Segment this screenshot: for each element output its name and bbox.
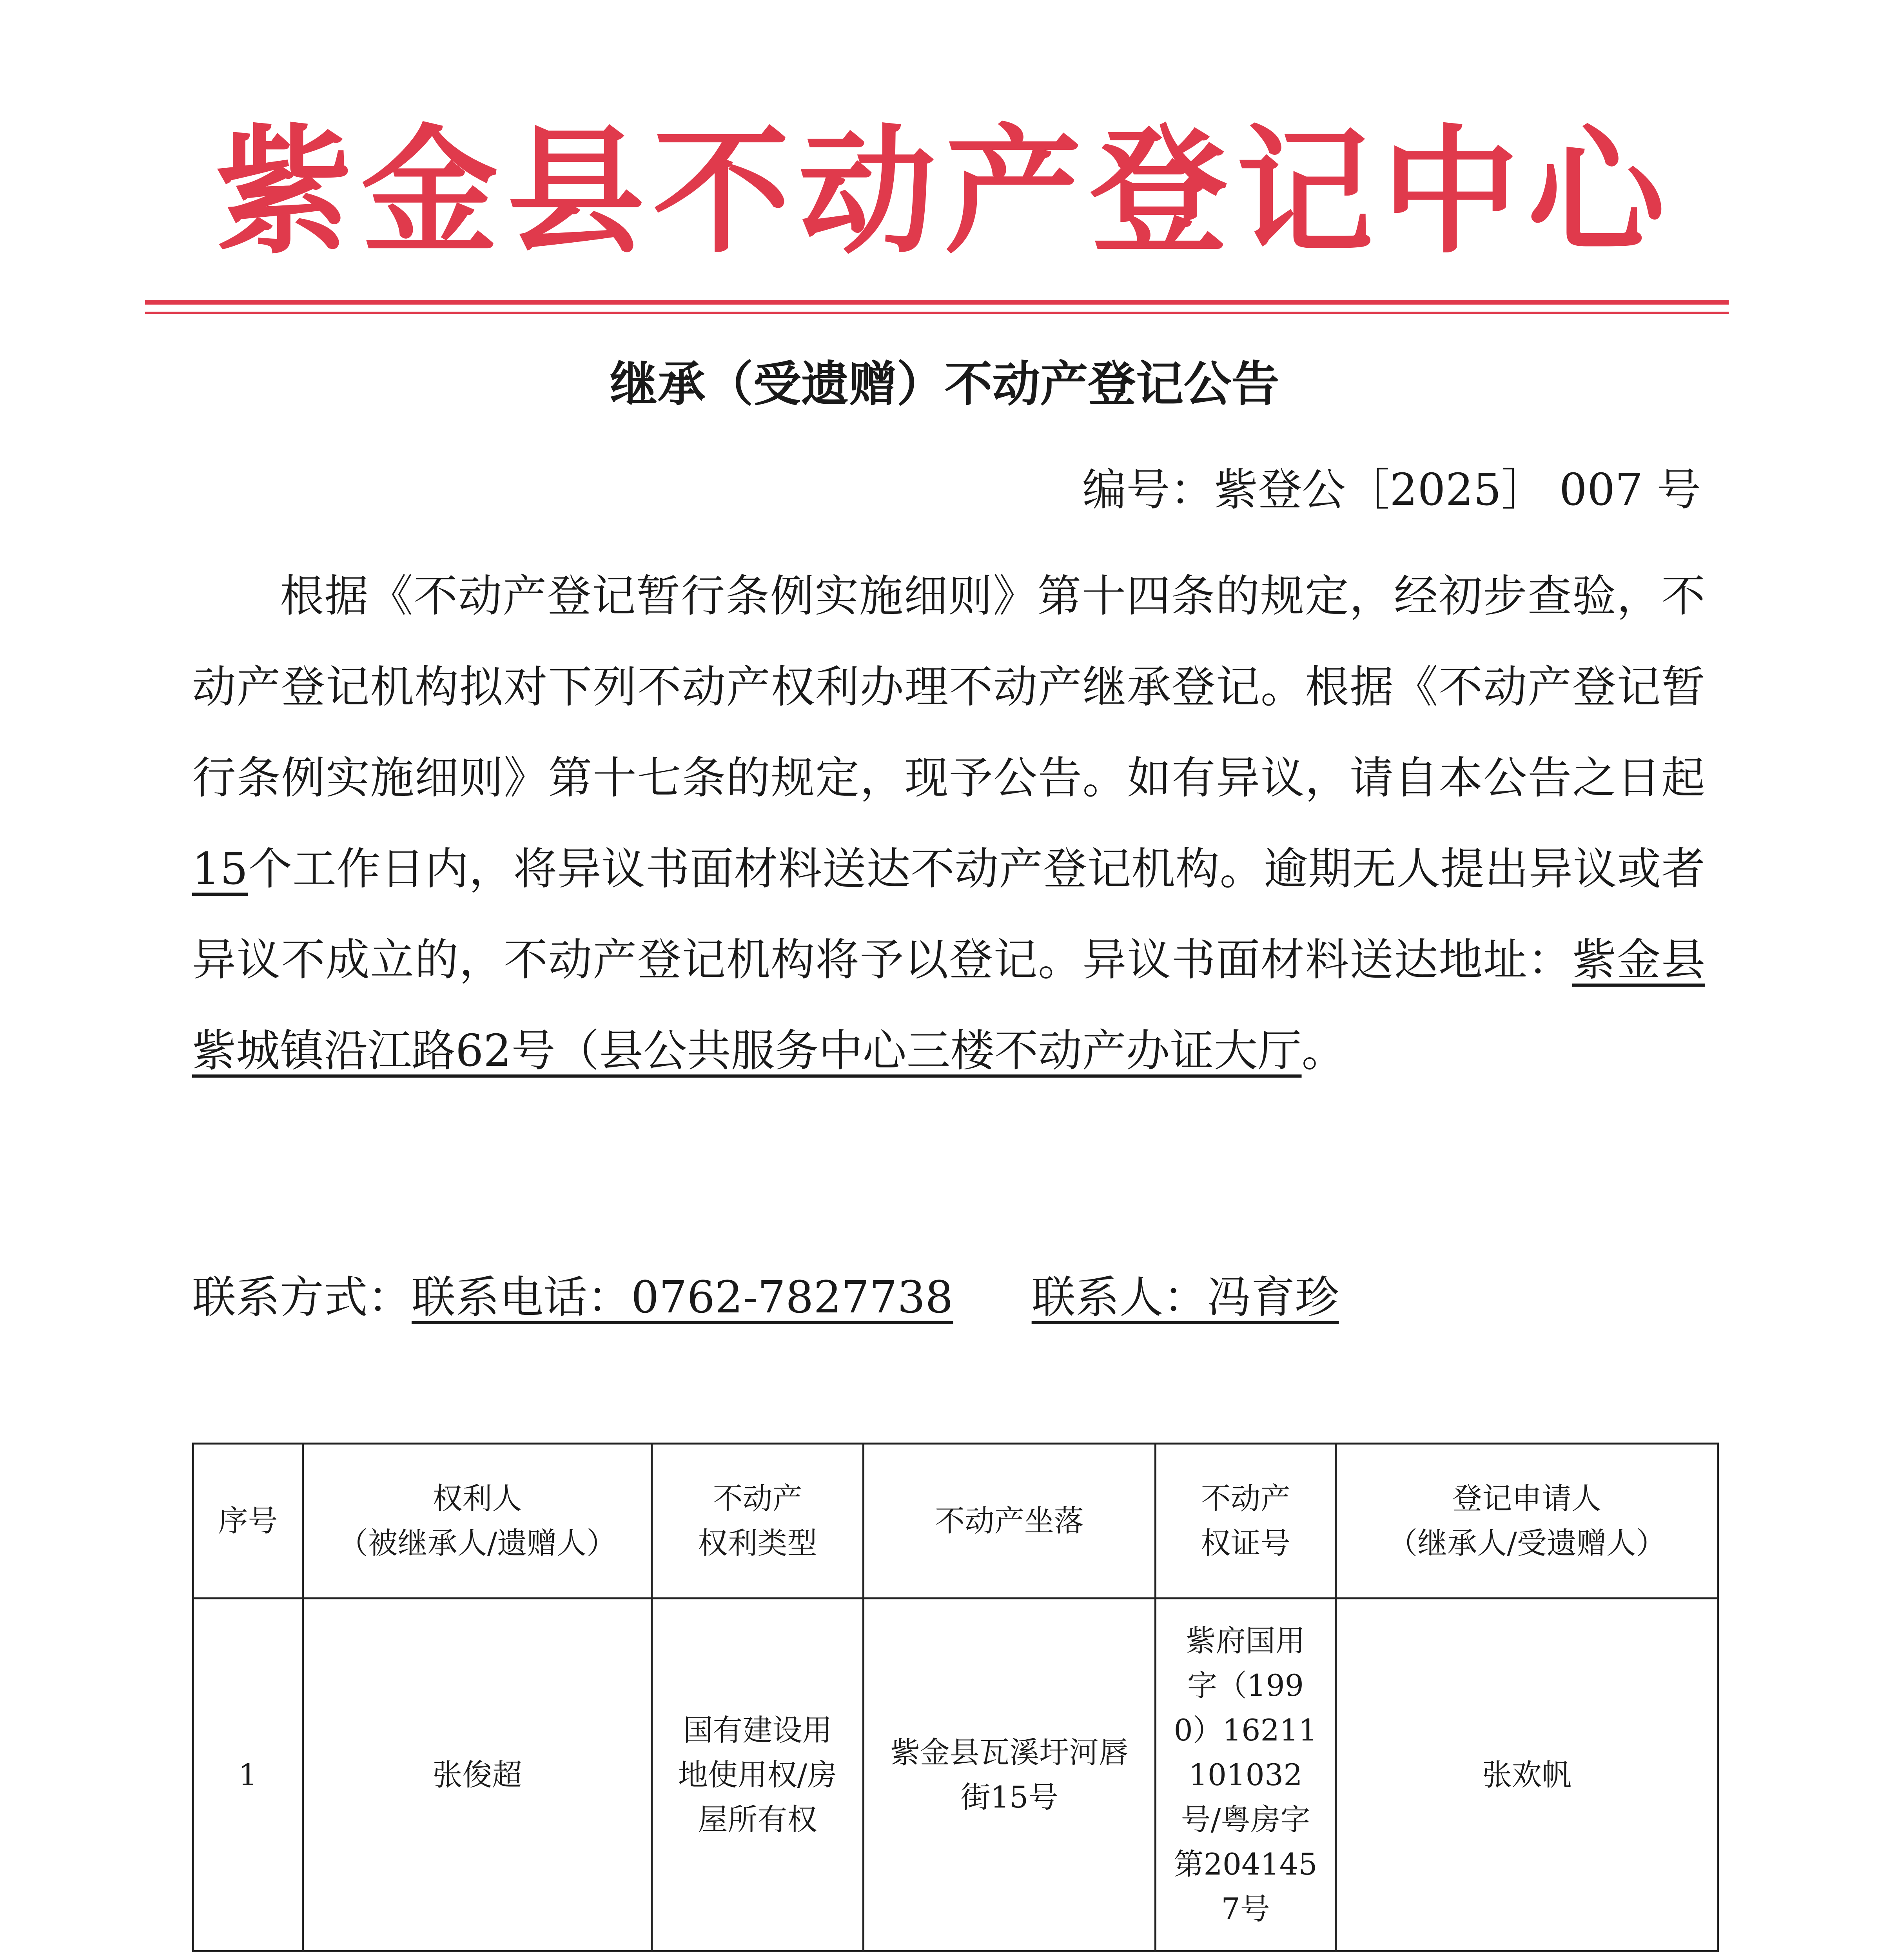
table-row — [193, 1599, 1718, 1951]
notice-title: 继承（受遗赠）不动产登记公告 — [610, 356, 1279, 412]
body-text-part-1: 根据《不动产登记暂行条例实施细则》第十四条的规定，经初步查验，不动产登记机构拟对下列不动产权利办理不动产继承登记。根据《不动产登记暂行条例实施细则》第十七条的规定，现予公告。如有异议，请自本公告之日起 — [192, 571, 1705, 804]
cell-applicant: 张欢帆 — [1336, 1599, 1718, 1951]
header-cert — [1156, 1444, 1336, 1599]
header-location: 不动产坐落 — [864, 1444, 1156, 1599]
objection-days: 15 — [192, 844, 248, 895]
cell-seq: 1 — [193, 1599, 303, 1951]
table-header-row — [193, 1444, 1718, 1599]
body-text-part-2: 个工作日内，将异议书面材料送达不动产登记机构。逾期无人提出异议或者异议不成立的，不动产登记机构将予以登记。异议书面材料送达地址： — [192, 844, 1705, 985]
registration-table — [192, 1443, 1719, 1952]
header-applicant — [1336, 1444, 1718, 1599]
header-applicant-line2: （继承人/受遗赠人） — [1388, 1526, 1666, 1561]
cell-holder: 张俊超 — [303, 1599, 652, 1951]
letterhead-title: 紫金县不动产登记中心 — [215, 112, 1674, 272]
cell-location: 紫金县瓦溪圩河唇街15号 — [864, 1599, 1156, 1951]
contact-line — [192, 1266, 1339, 1329]
header-right-type — [652, 1444, 864, 1599]
header-holder-line2: （被继承人/遗赠人） — [338, 1526, 617, 1561]
letterhead-divider — [145, 300, 1729, 305]
contact-person: 联系人：冯育珍 — [1031, 1272, 1339, 1323]
contact-label: 联系方式： — [192, 1272, 412, 1323]
contact-phone: 联系电话：0762-7827738 — [412, 1272, 953, 1323]
objection-address: 紫金县紫城镇沿江路62号（县公共服务中心三楼不动产办证大厅 — [192, 935, 1706, 1076]
contact-details — [412, 1272, 1339, 1323]
cell-right-type: 国有建设用地使用权/房屋所有权 — [652, 1599, 864, 1951]
header-cert-line1: 不动产 — [1201, 1481, 1290, 1516]
header-holder — [303, 1444, 652, 1599]
notice-body — [192, 551, 1705, 1096]
header-holder-line1: 权利人 — [432, 1481, 522, 1516]
header-seq: 序号 — [193, 1444, 303, 1599]
header-right-type-line1: 不动产 — [713, 1481, 802, 1516]
letterhead-divider-thin — [145, 312, 1729, 314]
cell-cert-no: 紫府国用字（1990）16211101032号/粤房字第2041457号 — [1156, 1599, 1336, 1951]
document-number: 编号：紫登公［2025］ 007 号 — [1082, 465, 1701, 515]
header-right-type-line2: 权利类型 — [698, 1526, 817, 1561]
header-applicant-line1: 登记申请人 — [1452, 1481, 1601, 1516]
body-text-part-3: 。 — [1301, 1025, 1346, 1076]
header-cert-line2: 权证号 — [1201, 1526, 1290, 1561]
